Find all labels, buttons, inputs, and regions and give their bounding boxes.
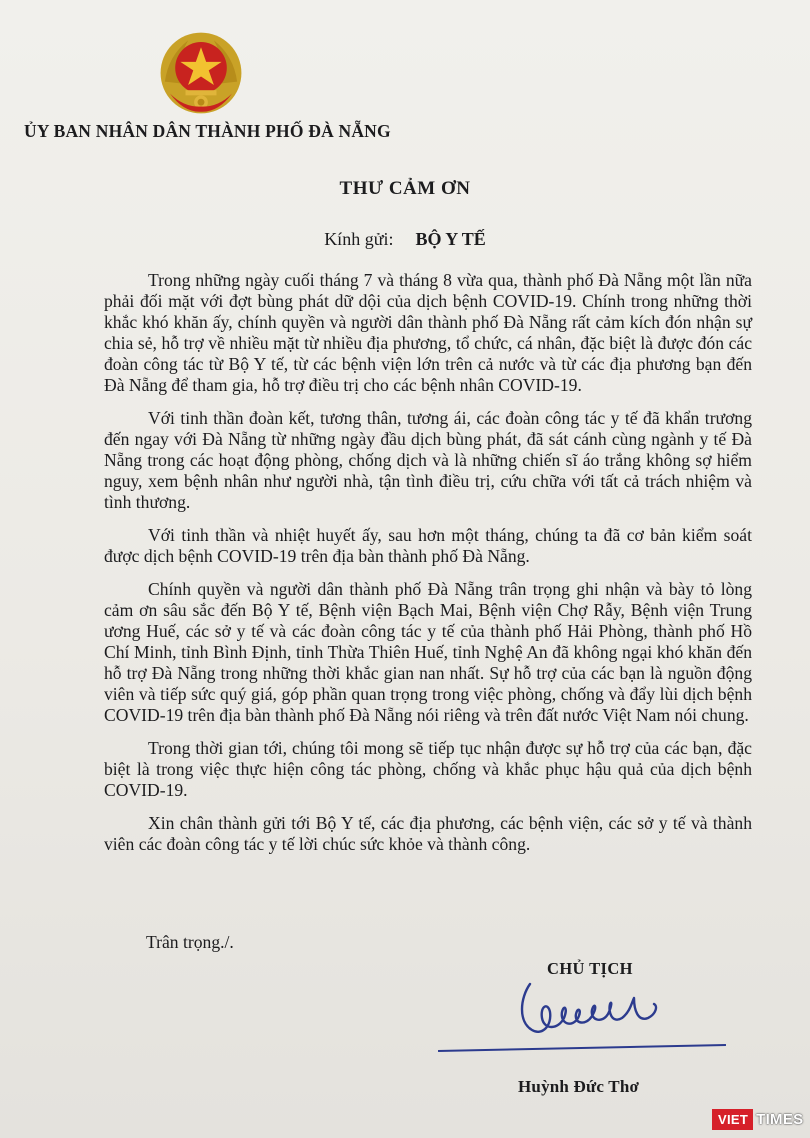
paragraph: Với tinh thần và nhiệt huyết ấy, sau hơn một tháng, chúng ta đã cơ bản kiểm soát được dịch bệnh COVID-19 trên địa bàn thành phố Đà Nẵng. xyxy=(104,525,752,566)
watermark-brand-part1: VIET xyxy=(712,1109,753,1130)
closing-phrase: Trân trọng./. xyxy=(146,932,234,952)
paragraph: Chính quyền và người dân thành phố Đà Nẵng trân trọng ghi nhận và bày tỏ lòng cảm ơn sâu sắc đến Bộ Y tế, Bệnh viện Bạch Mai, Bệnh viện Chợ Rẫy, Bệnh viện Trung ương Huế, các sở y tế và các đoàn công tác y tế của thành phố Hải Phòng, thành phố Hồ Chí Minh, tỉnh Bình Định, tỉnh Thừa Thiên Huế, tỉnh Nghệ An đã không ngại khó khăn đến hỗ trợ Đà Nẵng trong những thời khắc gian nan nhất. Sự hỗ trợ của các bạn là nguồn động viên và tiếp sức quý giá, góp phần quan trọng trong việc phòng, chống và đẩy lùi dịch bệnh COVID-19 trên địa bàn thành phố Đà Nẵng nói riêng và trên đất nước Việt Nam nói chung. xyxy=(104,579,752,725)
viettimes-watermark xyxy=(712,1105,803,1133)
letter-body xyxy=(104,270,752,867)
signer-name: Huỳnh Đức Thơ xyxy=(518,1077,640,1096)
signature-underline xyxy=(438,1044,726,1052)
addressee-name: BỘ Y TẾ xyxy=(415,229,486,249)
addressee-line xyxy=(0,229,810,250)
letter-title: THƯ CẢM ƠN xyxy=(339,178,471,199)
paragraph: Trong những ngày cuối tháng 7 và tháng 8 vừa qua, thành phố Đà Nẵng một lần nữa phải đối mặt với đợt bùng phát dữ dội của dịch bệnh COVID-19. Chính trong những thời khắc khó khăn ấy, chính quyền và người dân thành phố Đà Nẵng rất cảm kích đón nhận sự chia sẻ, hỗ trợ về nhiều mặt từ nhiều địa phương, tổ chức, cá nhân, đặc biệt là được đón các đoàn công tác từ Bộ Y tế, từ các bệnh viện lớn trên cả nước và từ các địa phương bạn đến Đà Nẵng để tham gia, hỗ trợ điều trị cho các bệnh nhân COVID-19. xyxy=(104,270,752,395)
signer-position: CHỦ TỊCH xyxy=(547,959,633,978)
paragraph: Trong thời gian tới, chúng tôi mong sẽ tiếp tục nhận được sự hỗ trợ của các bạn, đặc biệt là trong việc thực hiện công tác phòng, chống và khắc phục hậu quả của dịch bệnh COVID-19. xyxy=(104,738,752,800)
paragraph: Xin chân thành gửi tới Bộ Y tế, các địa phương, các bệnh viện, các sở y tế và thành viên các đoàn công tác y tế lời chúc sức khỏe và thành công. xyxy=(104,813,752,854)
vietnam-national-emblem-icon xyxy=(158,30,244,116)
addressee-label: Kính gửi: xyxy=(324,229,394,249)
watermark-brand-part2: TIMES xyxy=(756,1110,804,1128)
paragraph: Với tinh thần đoàn kết, tương thân, tương ái, các đoàn công tác y tế đã khẩn trương đến ngay với Đà Nẵng từ những ngày đầu dịch bùng phát, đã sát cánh cùng ngành y tế Đà Nẵng trong các hoạt động phòng, chống dịch và là những chiến sĩ áo trắng không sợ hiểm nguy, xem bệnh nhân như người nhà, tận tình điều trị, cứu chữa với tất cả trách nhiệm và tình thương. xyxy=(104,408,752,512)
handwritten-signature-icon xyxy=(512,978,672,1040)
organization-name: ỦY BAN NHÂN DÂN THÀNH PHỐ ĐÀ NẴNG xyxy=(24,121,391,141)
